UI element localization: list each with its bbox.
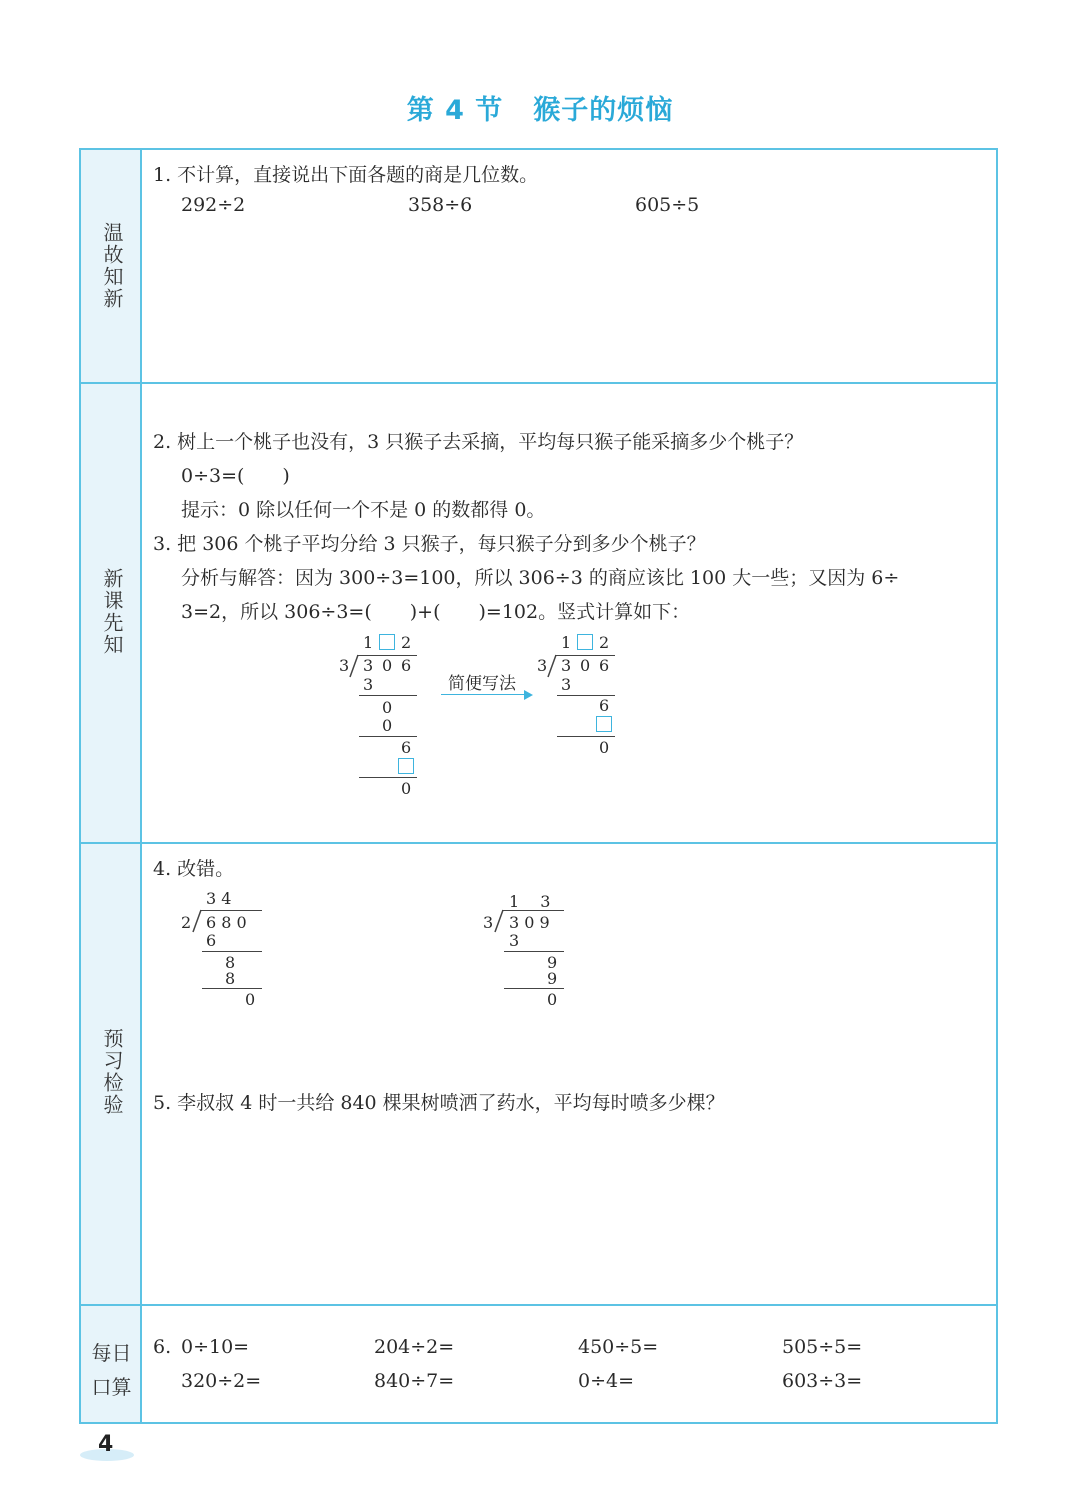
q6-item: 0÷4= (578, 1370, 635, 1392)
q6-item: 0÷10= (181, 1336, 250, 1358)
question-5: 5. 李叔叔 4 时一共给 840 棵果树喷洒了药水，平均每时喷多少棵？ (153, 1092, 725, 1114)
q2-hint: 提示：0 除以任何一个不是 0 的数都得 0。 (181, 499, 546, 521)
q3-analysis: 分析与解答：因为 300÷3=100，所以 306÷3 的商应该比 100 大一些；又因为 6÷ (181, 567, 900, 589)
q1-item: 292÷2 (181, 194, 246, 216)
arrow-head (524, 690, 533, 700)
answer-box (577, 634, 593, 650)
divider (81, 842, 996, 844)
section-label-preview: 预习检验 (100, 1028, 124, 1116)
q1-item: 605÷5 (635, 194, 700, 216)
section-label-review: 温故知新 (100, 222, 124, 310)
page-number: 4 (98, 1432, 114, 1457)
question-3: 3. 把 306 个桃子平均分给 3 只猴子，每只猴子分到多少个桃子？ (153, 533, 706, 555)
q6-item: 204÷2= (374, 1336, 455, 1358)
q6-item: 450÷5= (578, 1336, 659, 1358)
shortcut-label: 简便写法 (448, 674, 516, 694)
section-label-new-lesson: 新课先知 (100, 568, 124, 656)
worksheet-frame (79, 148, 998, 1424)
divider (81, 1304, 996, 1306)
page-title: 第 4 节 猴子的烦恼 (406, 95, 674, 126)
q3-analysis: 3=2，所以 306÷3=( )+( )=102。竖式计算如下： (181, 601, 691, 623)
q6-item: 603÷3= (782, 1370, 863, 1392)
question-2: 2. 树上一个桃子也没有，3 只猴子去采摘，平均每只猴子能采摘多少个桃子？ (153, 431, 804, 453)
q6-item: 840÷7= (374, 1370, 455, 1392)
answer-box (379, 634, 395, 650)
answer-box (596, 716, 612, 732)
q6-item: 320÷2= (181, 1370, 262, 1392)
question-6-number: 6. (153, 1336, 172, 1358)
answer-box (398, 758, 414, 774)
section-sidebar (81, 150, 142, 1422)
divider (81, 382, 996, 384)
section-label-daily: 每日 口算 (91, 1341, 132, 1399)
q2-equation: 0÷3=( ) (181, 465, 290, 487)
q1-item: 358÷6 (408, 194, 473, 216)
question-1: 1. 不计算，直接说出下面各题的商是几位数。 (153, 164, 539, 186)
q6-item: 505÷5= (782, 1336, 863, 1358)
arrow (441, 694, 525, 695)
question-4: 4. 改错。 (153, 858, 235, 880)
